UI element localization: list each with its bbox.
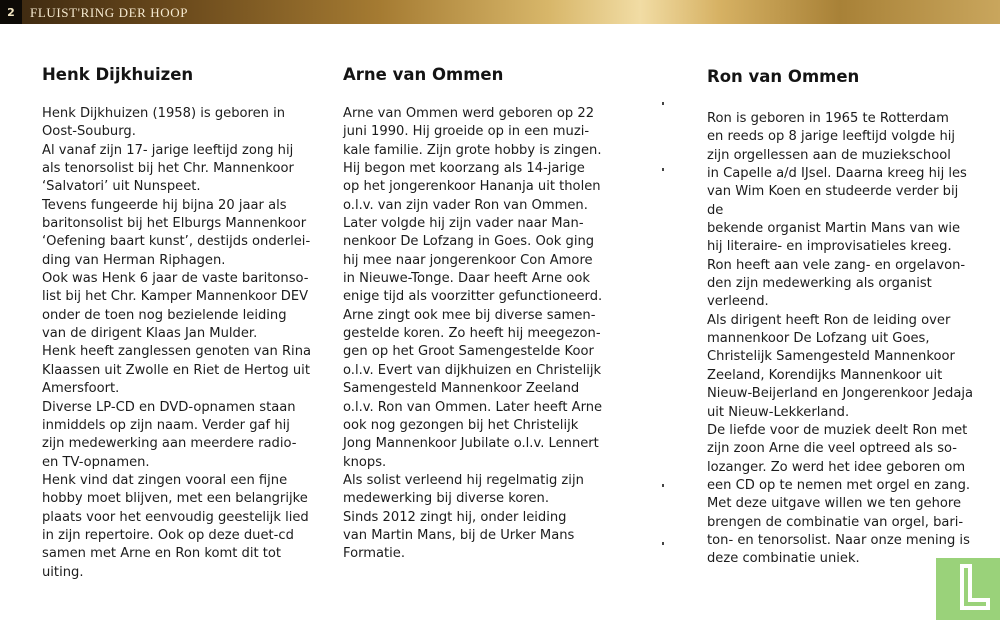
column-henk bbox=[42, 64, 332, 582]
column-arne bbox=[343, 64, 635, 564]
column-heading: Henk Dijkhuizen bbox=[42, 65, 194, 84]
gutter-mark bbox=[662, 102, 664, 105]
column-body: Henk Dijkhuizen (1958) is geboren in Oost-Souburg. Al vanaf zijn 17- jarige leeftijd zong hij als tenorsolist bij het Chr. Mannenkoor ‘Salvatori’ uit Nunspeet. Tevens fungeerde hij bijna 20 jaar als baritonsolist bij het Elburgs Mannenkoor ‘Oefening baart kunst’, destijds onderlei- ding van Herman Riphagen. Ook was Henk 6 jaar de vaste baritonso- list bij het Chr. Kamper Mannenkoor DEV onder de toen nog bezielende leiding van de dirigent Klaas Jan Mulder. Henk heeft zanglessen genoten van Rina Klaassen uit Zwolle en Riet de Hertog uit Amersfoort. Diverse LP-CD en DVD-opnamen staan inmiddels op zijn naam. Verder gaf hij zijn medewerking aan meerdere radio- en TV-opnamen. Henk vind dat zingen vooral een fijne hobby moet blijven, met een belangrijke plaats voor het eenvoudig geestelijk lied in zijn repertoire. Ook op deze duet-cd samen met Arne en Ron komt dit tot uiting. bbox=[42, 106, 312, 580]
page-header bbox=[0, 0, 1000, 24]
page-number: 2 bbox=[0, 0, 22, 24]
logo-icon bbox=[936, 558, 1000, 620]
header-title: FLUIST'RING DER HOOP bbox=[30, 5, 189, 20]
column-body: Ron is geboren in 1965 te Rotterdam en reeds op 8 jarige leeftijd volgde hij zijn orgellessen aan de muziekschool in Capelle a/d IJsel. Daarna kreeg hij les van Wim Koen en studeerde verder bij de bekende organist Martin Mans van wie hij literaire- en improvisatieles kreeg. Ron heeft aan vele zang- en orgelavon- den zijn medewerking als organist verleend. Als dirigent heeft Ron de leiding over mannenkoor De Lofzang uit Goes, Christelijk Samengesteld Mannenkoor Zeeland, Korendijks Mannenkoor uit Nieuw-Beijerland en Jongerenkoor Jedaja uit Nieuw-Lekkerland. De liefde voor de muziek deelt Ron met zijn zoon Arne die veel optreed als so- lozanger. Zo werd het idee geboren om een CD op te nemen met orgel en zang. Met deze uitgave willen we ten gehore brengen de combinatie van orgel, bari- ton- en tenorsolist. Naar onze mening is deze combinatie uniek. bbox=[707, 111, 974, 567]
column-heading: Ron van Ommen bbox=[707, 67, 860, 86]
column-body: Arne van Ommen werd geboren op 22 juni 1990. Hij groeide op in een muzi- kale familie. Zijn grote hobby is zingen. Hij begon met koorzang als 14-jarige op het jongerenkoor Hananja uit tholen o.l.v. van zijn vader Ron van Ommen. Later volgde hij zijn vader naar Man- nenkoor De Lofzang in Goes. Ook ging hij mee naar jongerenkoor Con Amore in Nieuwe-Tonge. Daar heeft Arne ook enige tijd als voorzitter gefunctioneerd. Arne zingt ook mee bij diverse samen- gestelde koren. Zo heeft hij meegezon- gen op het Groot Samengestelde Koor o.l.v. Evert van dijkhuizen en Christelijk Samengesteld Mannenkoor Zeeland o.l.v. Ron van Ommen. Later heeft Arne ook nog gezongen bij het Christelijk Jong Mannenkoor Jubilate o.l.v. Lennert knops. Als solist verleend hij regelmatig zijn medewerking bij diverse koren. Sinds 2012 zingt hij, onder leiding van Martin Mans, bij de Urker Mans Formatie. bbox=[343, 106, 603, 562]
gutter-mark bbox=[662, 542, 664, 545]
gutter-mark bbox=[662, 484, 664, 487]
gutter-mark bbox=[662, 168, 664, 171]
column-ron bbox=[707, 66, 977, 569]
column-heading: Arne van Ommen bbox=[343, 65, 504, 84]
